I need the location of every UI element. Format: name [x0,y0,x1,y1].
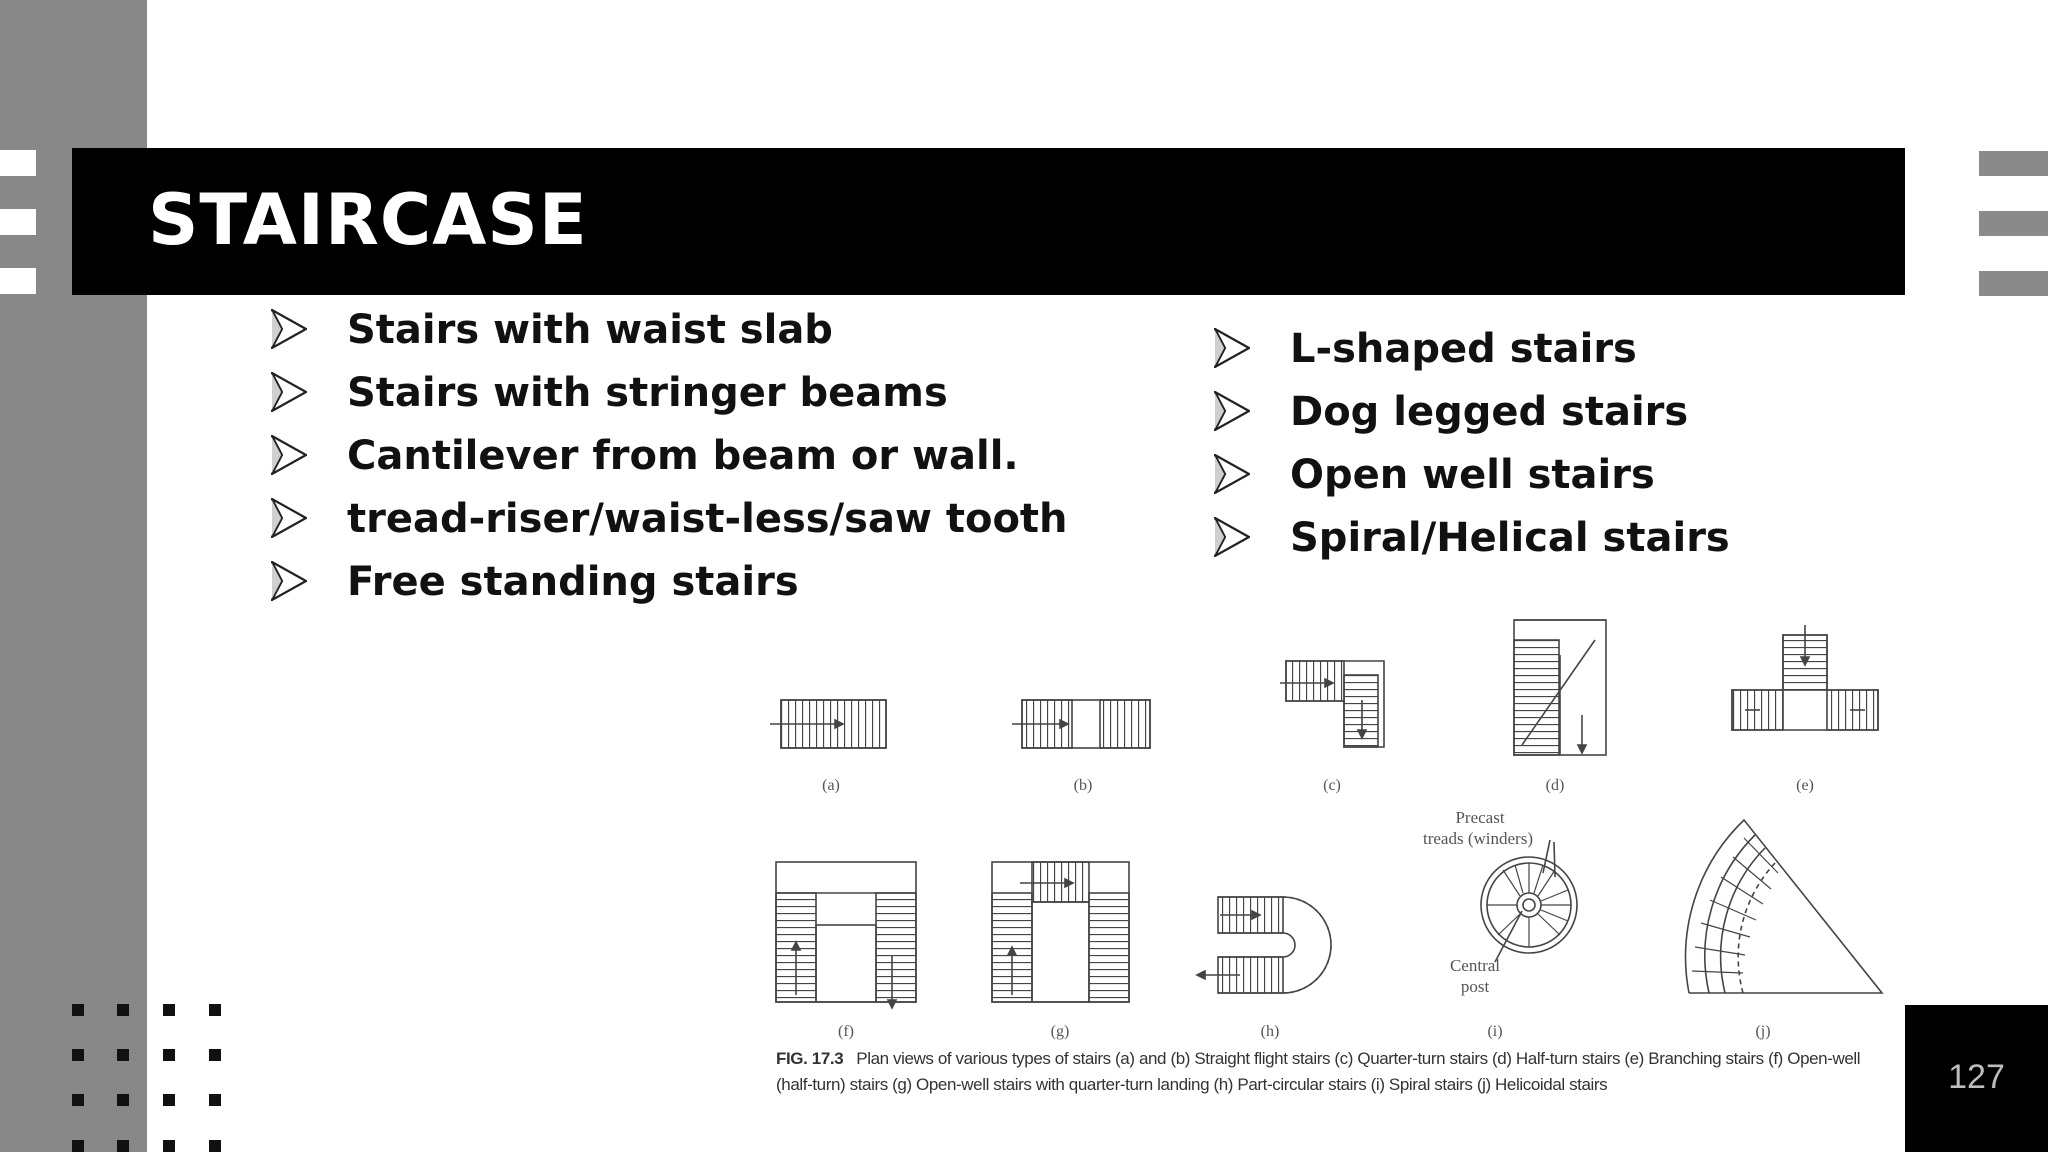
stair-plan-d [1514,620,1606,755]
annotation-central: Central [1449,956,1501,975]
bullet-text: Stairs with stringer beams [347,370,948,416]
caption-text: Plan views of various types of stairs (a) and (b) Straight flight stairs (c) Quarter-turn stairs (d) Half-turn stairs (e) Branching stairs (f) Open-well (half-turn) stairs (g) Open-well stairs with quarter-turn landing (h) Part-circular stairs (i) Spiral stairs (j) Helicoidal stairs [776,1049,1861,1094]
stair-plan-c [1280,661,1384,747]
right-decor-bar [1979,151,2048,176]
stair-plan-i [1481,840,1577,962]
bullet-text: tread-riser/waist-less/saw tooth [347,496,1068,542]
annotation-central-post: post [1460,977,1490,996]
sublabel-f: (f) [838,1023,854,1040]
arrow-bullet-icon [271,372,307,412]
arrow-bullet-icon [1214,328,1250,368]
sublabel-a: (a) [822,777,840,794]
figure-caption [776,1046,1896,1098]
right-decor-bar [1979,271,2048,296]
stair-plan-e [1732,625,1878,730]
arrow-bullet-icon [271,435,307,475]
left-decor-bar [0,268,36,294]
stair-plan-g [992,862,1129,1002]
arrow-bullet-icon [271,309,307,349]
stair-plan-f [776,862,916,1008]
bullet-text: Free standing stairs [347,559,799,605]
page-number: 127 [1948,1058,2005,1096]
bullet-text: Stairs with waist slab [347,307,833,353]
annotation-precast: Precast [1455,808,1505,827]
stair-plan-h [1197,897,1331,993]
arrow-bullet-icon [1214,454,1250,494]
bullet-text: Spiral/Helical stairs [1290,515,1730,561]
annotation-precast-treads: treads (winders) [1423,829,1533,848]
left-decor-bar [0,150,36,176]
arrow-bullet-icon [271,561,307,601]
bullet-text: Dog legged stairs [1290,389,1689,435]
right-decor-bar [1979,211,2048,236]
slide-title: STAIRCASE [148,179,588,261]
sublabel-d: (d) [1545,777,1565,794]
sublabel-j: (j) [1755,1023,1771,1040]
sublabel-c: (c) [1323,777,1341,794]
arrow-bullet-icon [271,498,307,538]
stair-plan-j [1686,820,1882,993]
bullet-text: Cantilever from beam or wall. [347,433,1019,479]
page-number-box [1905,1005,2048,1152]
sublabel-g: (g) [1050,1023,1070,1040]
arrow-bullet-icon [1214,391,1250,431]
stair-plan-a [770,700,886,748]
stair-plans-figure [760,605,1890,1105]
dot-grid-decor [72,1004,232,1152]
sublabel-h: (h) [1260,1023,1280,1040]
bullet-text: L-shaped stairs [1290,326,1637,372]
bullet-text: Open well stairs [1290,452,1655,498]
stair-plan-b [1012,700,1150,748]
title-bar [72,148,1905,295]
caption-label: FIG. 17.3 [776,1049,844,1068]
sublabel-b: (b) [1073,777,1093,794]
arrow-bullet-icon [1214,517,1250,557]
sublabel-i: (i) [1487,1023,1503,1040]
sublabel-e: (e) [1796,777,1814,794]
left-decor-bar [0,209,36,235]
